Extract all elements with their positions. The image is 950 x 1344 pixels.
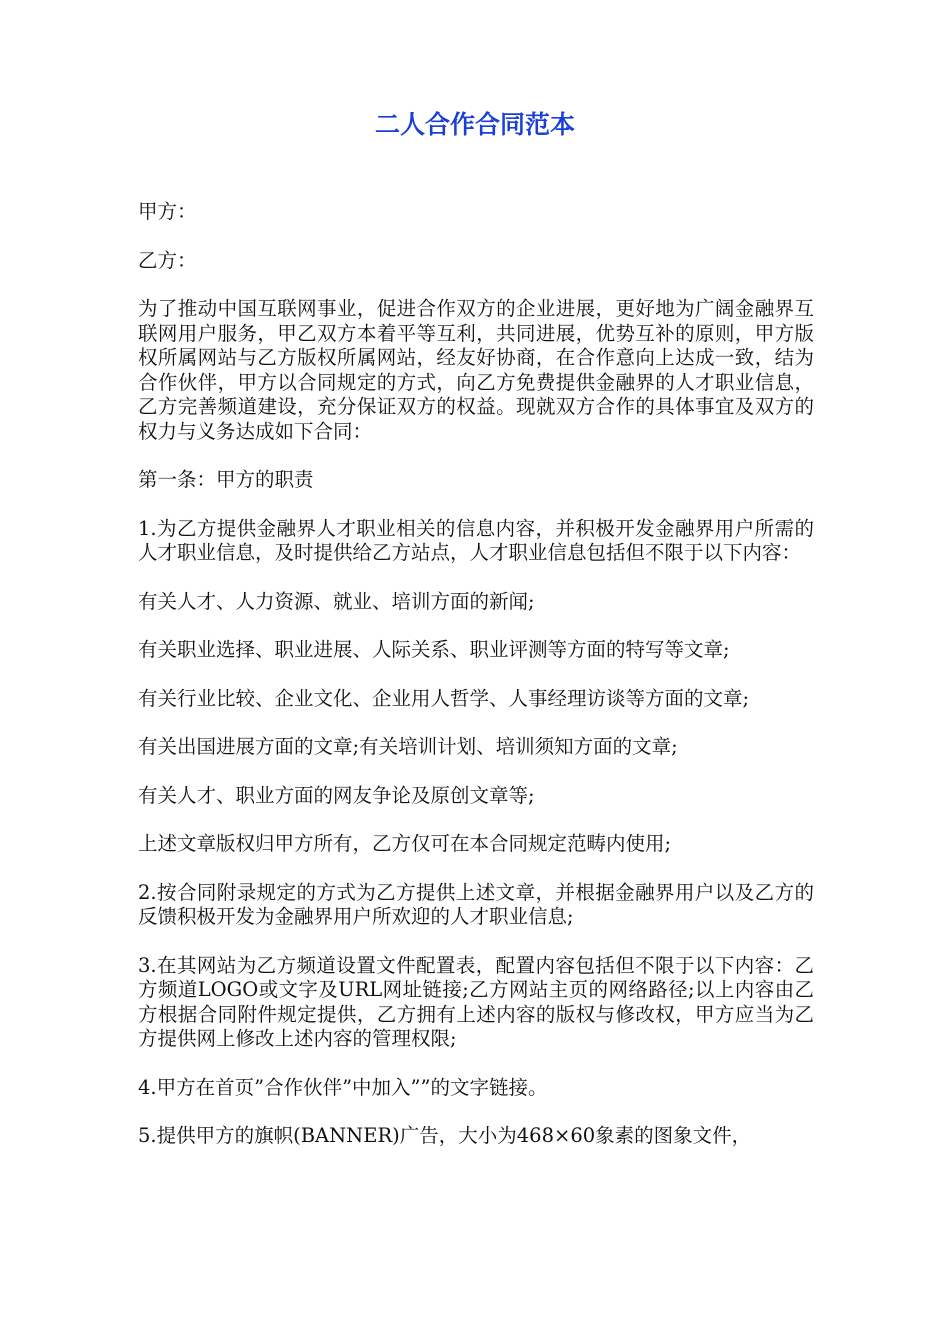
content-item-discussion: 有关人才、职业方面的网友争论及原创文章等; [138, 783, 535, 807]
content-item-news: 有关人才、人力资源、就业、培训方面的新闻; [138, 589, 535, 613]
clause-1-paragraph: 1.为乙方提供金融界人才职业相关的信息内容，并积极开发金融界用户所需的人才职业信息，及时提供给乙方站点，人才职业信息包括但不限于以下内容： [138, 516, 814, 564]
document-body [138, 200, 814, 1173]
content-item-industry: 有关行业比较、企业文化、企业用人哲学、人事经理访谈等方面的文章; [138, 686, 750, 710]
content-item-overseas: 有关出国进展方面的文章;有关培训计划、培训须知方面的文章; [138, 735, 678, 758]
clause-3-paragraph: 3.在其网站为乙方频道设置文件配置表，配置内容包括但不限于以下内容：乙方频道LOGO或文字及URL网址链接;乙方网站主页的网络路径;以上内容由乙方根据合同附件规定提供，乙方拥有上述内容的版权与修改权，甲方应当为乙方提供网上修改上述内容的管理权限; [138, 953, 814, 1050]
clause-5-paragraph: 5.提供甲方的旗帜(BANNER)广告，大小为468×60象素的图象文件， [138, 1124, 752, 1147]
clause-4-paragraph: 4.甲方在首页”合作伙伴”中加入””的文字链接。 [138, 1075, 548, 1099]
article-one-heading: 第一条：甲方的职责 [138, 468, 314, 491]
content-item-career: 有关职业选择、职业进展、人际关系、职业评测等方面的特写等文章; [138, 638, 730, 661]
party-b-line: 乙方： [138, 248, 197, 272]
preamble-paragraph: 为了推动中国互联网事业，促进合作双方的企业进展，更好地为广阔金融界互联网用户服务，甲乙双方本着平等互利，共同进展，优势互补的原则，甲方版权所属网站与乙方版权所属网站，经友好协商，在合作意向上达成一致，结为合作伙伴，甲方以合同规定的方式，向乙方免费提供金融界的人才职业信息，乙方完善频道建设，充分保证双方的权益。现就双方合作的具体事宜及双方的权力与义务达成如下合同： [138, 297, 814, 443]
copyright-paragraph: 上述文章版权归甲方所有，乙方仅可在本合同规定范畴内使用; [138, 832, 672, 855]
party-a-line: 甲方： [138, 200, 197, 223]
clause-2-paragraph: 2.按合同附录规定的方式为乙方提供上述文章，并根据金融界用户以及乙方的反馈积极开发为金融界用户所欢迎的人才职业信息; [138, 880, 814, 928]
document-title: 二人合作合同范本 [374, 110, 575, 139]
